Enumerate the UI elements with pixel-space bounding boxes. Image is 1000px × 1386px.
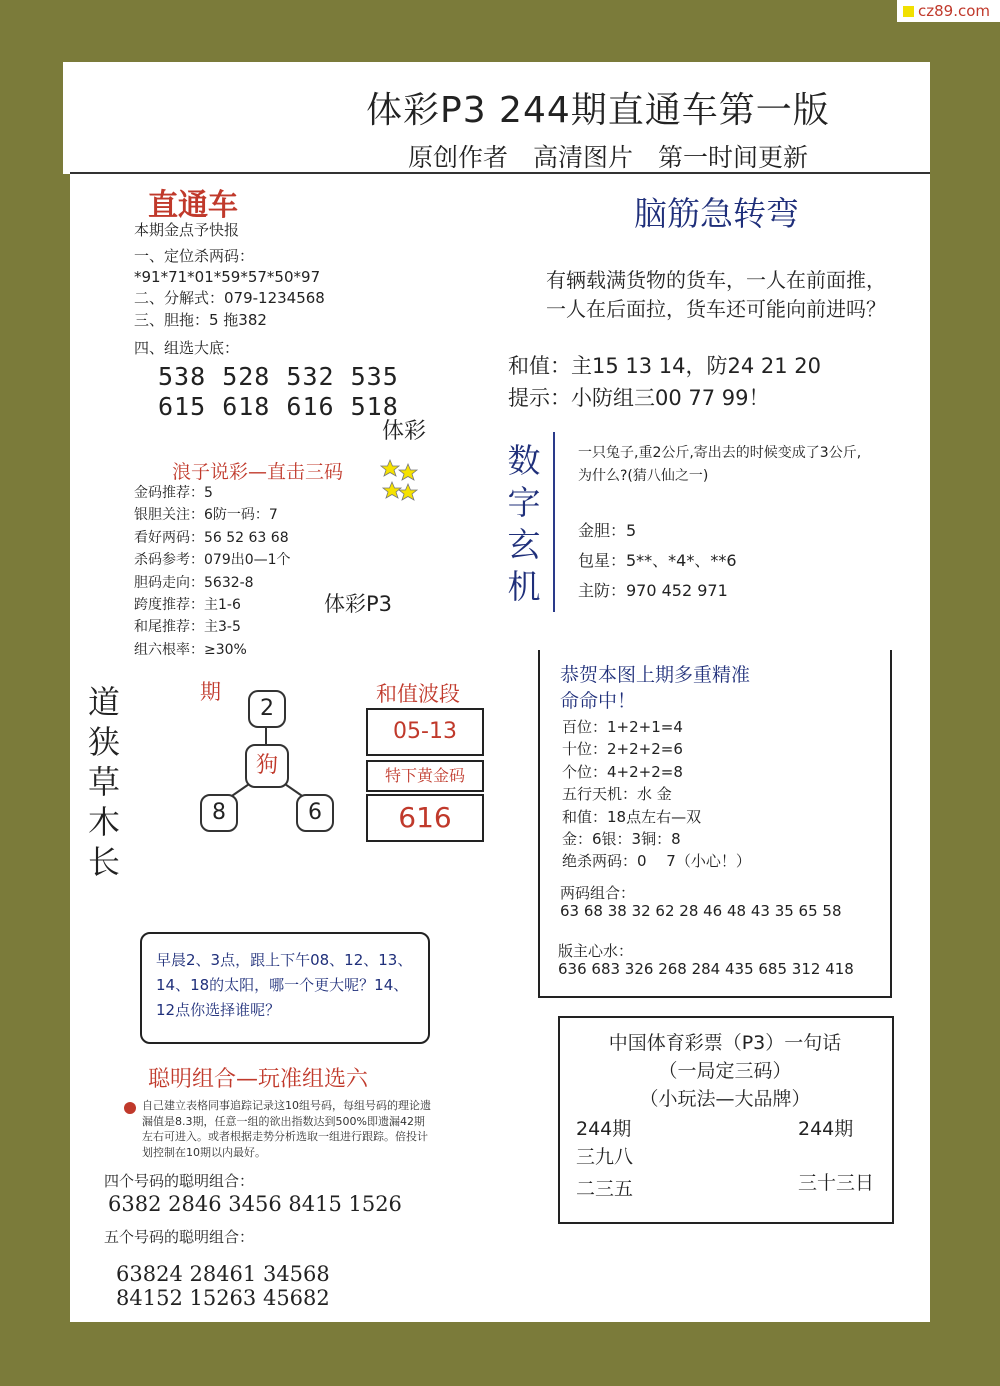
brain-question: 有辆载满货物的货车，一人在前面推，一人在后面拉，货车还可能向前进吗？ bbox=[546, 268, 886, 321]
shuzi-zhufang: 主防：970 452 971 bbox=[578, 581, 728, 600]
pair-nums: 63 68 38 32 62 28 46 48 43 35 65 58 bbox=[560, 902, 842, 920]
congrats-list bbox=[562, 716, 751, 873]
badge-dot-icon bbox=[903, 6, 914, 17]
zhitongche-title: 直通车 bbox=[148, 188, 238, 223]
sunrise-text: 早晨2、3点，跟上下午08、12、13、14、18的太阳，哪一个更大呢？14、12点你选择谁呢？ bbox=[156, 951, 413, 1019]
zhitongche-line3: 二、分解式：079-1234568 bbox=[134, 289, 325, 307]
daoxia-vertical-text: 道狭草木长 bbox=[87, 683, 120, 881]
stars-icon bbox=[380, 458, 420, 502]
zhitongche-nums2: 615 618 616 518 bbox=[158, 392, 399, 421]
langzi-title: 浪子说彩—直击三码 bbox=[172, 461, 344, 483]
page-title: 体彩P3 244期直通车第一版 bbox=[366, 90, 830, 131]
tree-node-left: 8 bbox=[200, 794, 238, 832]
zhitongche-line5: 四、组选大底： bbox=[134, 339, 240, 357]
china-left-2: 二三五 bbox=[576, 1178, 634, 1200]
brain-title: 脑筋急转弯 bbox=[634, 194, 799, 233]
five-label: 五个号码的聪明组合： bbox=[104, 1228, 255, 1246]
china-left-period: 244期 bbox=[576, 1118, 632, 1140]
daoxia-fragment: 期 bbox=[200, 680, 221, 704]
hezhi-range-box bbox=[366, 708, 484, 756]
langzi-item: 杀码参考：079出0—1个 bbox=[134, 552, 291, 569]
shuzi-vertical-title: 数字玄机 bbox=[507, 441, 541, 606]
hezhi-range: 05-13 bbox=[393, 719, 457, 744]
smart-title: 聪明组合—玩准组选六 bbox=[148, 1067, 369, 1092]
tree-node-center: 狗 bbox=[245, 744, 289, 788]
page-subtitle: 原创作者 高清图片 第一时间更新 bbox=[408, 143, 809, 172]
congrats-item: 个位：4+2+2=8 bbox=[562, 762, 683, 781]
china-left-1: 三九八 bbox=[576, 1146, 634, 1168]
stub-label-1: 体彩 bbox=[382, 419, 427, 444]
langzi-item: 组六根率：≥30% bbox=[134, 641, 247, 658]
stub-label-2: 体彩P3 bbox=[324, 592, 393, 616]
gold-label-box bbox=[366, 760, 484, 792]
zhitongche-intro: 本期金点予快报 bbox=[134, 221, 240, 239]
gold-label: 特下黄金码 bbox=[384, 766, 465, 785]
shuzi-riddle: 一只兔子,重2公斤,寄出去的时候变成了3公斤,为什么?(猜八仙之一) bbox=[578, 445, 862, 484]
congrats-item: 五行天机：水 金 bbox=[562, 785, 672, 804]
congrats-item: 百位：1+2+1=4 bbox=[562, 718, 683, 736]
zhitongche-line2: *91*71*01*59*57*50*97 bbox=[134, 268, 321, 286]
zhitongche-nums1: 538 528 532 535 bbox=[158, 362, 399, 391]
congrats-item: 和值：18点左右—双 bbox=[562, 807, 702, 826]
congrats-item: 绝杀两码：0 7（小心！） bbox=[562, 852, 751, 871]
red-dot-icon bbox=[124, 1102, 136, 1114]
tree-node-right: 6 bbox=[296, 794, 334, 832]
smart-desc: 自己建立表格同事追踪记录这10组号码，每组号码的理论遗漏值是8.3期，任意一组的欲出指数达到500%即遗漏42期左右可进入。或者根据走势分析选取一组进行跟踪。倍投计划控制在10期以内最好。 bbox=[142, 1099, 431, 1159]
zhitongche-line1: 一、定位杀两码： bbox=[134, 247, 255, 265]
hezhi-title: 和值波段 bbox=[376, 682, 460, 706]
congrats-item: 十位：2+2+2=6 bbox=[562, 740, 683, 759]
congrats-title-2: 命命中！ bbox=[560, 690, 637, 712]
china-line-3: （小玩法—大品牌） bbox=[639, 1088, 811, 1110]
gold-number-box bbox=[366, 794, 484, 842]
pair-label: 两码组合： bbox=[560, 884, 636, 902]
congrats-item: 金：6银：3铜：8 bbox=[562, 830, 681, 849]
gold-number: 616 bbox=[398, 801, 452, 834]
langzi-item: 金码推荐：5 bbox=[134, 485, 213, 501]
china-line-2: （一局定三码） bbox=[658, 1060, 792, 1082]
core-nums: 636 683 326 268 284 435 685 312 418 bbox=[558, 960, 854, 978]
congrats-title-1: 恭贺本图上期多重精准 bbox=[560, 664, 751, 686]
five-nums-1: 63824 28461 34568 bbox=[116, 1262, 330, 1286]
four-nums: 6382 2846 3456 8415 1526 bbox=[108, 1192, 402, 1216]
shuzi-baoxing: 包星：5**、*4*、**6 bbox=[578, 551, 737, 570]
five-nums-2: 84152 15263 45682 bbox=[116, 1286, 330, 1310]
china-right-period: 244期 bbox=[798, 1118, 854, 1140]
core-label: 版主心水： bbox=[558, 942, 634, 960]
langzi-item: 看好两码：56 52 63 68 bbox=[134, 529, 289, 546]
shuzi-jindan: 金胆：5 bbox=[578, 521, 637, 540]
langzi-item: 银胆关注：6防一码：7 bbox=[134, 507, 278, 524]
langzi-item: 跨度推荐：主1-6 bbox=[134, 597, 241, 614]
brain-sum: 和值：主15 13 14，防24 21 20 bbox=[508, 354, 822, 378]
langzi-item: 胆码走向：5632-8 bbox=[134, 574, 254, 591]
brain-tip: 提示：小防组三00 77 99！ bbox=[508, 386, 770, 410]
site-badge-text: cz89.com bbox=[918, 2, 991, 20]
china-right-1: 三十三日 bbox=[798, 1172, 875, 1194]
langzi-list bbox=[134, 482, 291, 661]
shuzi-divider bbox=[553, 432, 555, 612]
site-badge[interactable] bbox=[897, 0, 1000, 22]
zhitongche-line4: 三、胆拖：5 拖382 bbox=[134, 311, 267, 329]
four-label: 四个号码的聪明组合： bbox=[104, 1172, 255, 1190]
langzi-item: 和尾推荐：主3-5 bbox=[134, 619, 241, 636]
tree-node-top: 2 bbox=[248, 690, 286, 728]
china-line-1: 中国体育彩票（P3）一句话 bbox=[608, 1032, 842, 1054]
